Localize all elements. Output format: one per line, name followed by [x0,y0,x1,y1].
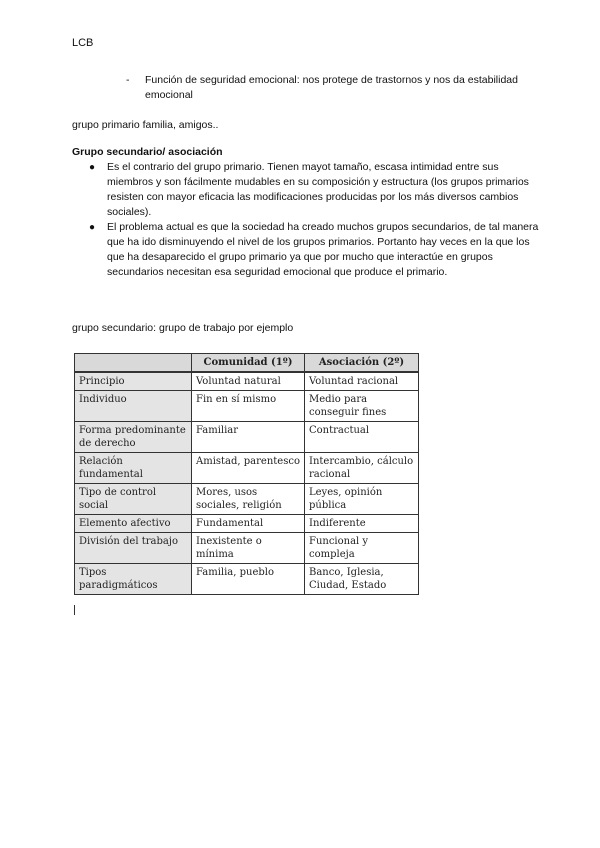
table-row [75,422,419,453]
row-label: Forma predominante de derecho [75,422,192,453]
table-row [75,533,419,564]
table-row [75,515,419,533]
paragraph-primary-group: grupo primario familia, amigos.. [72,119,219,131]
page-header: LCB [72,37,94,49]
dash-marker: - [126,74,130,86]
row-label: Tipo de control social [75,484,192,515]
table-header-corner [75,354,192,373]
cell-comunidad: Amistad, parentesco [192,453,305,484]
table-row [75,453,419,484]
bullet-text: Es el contrario del grupo primario. Tienen mayot tamaño, escasa intimidad entre sus miembros y son fácilmente mudables en su composición y estructura (los grupos primarios resisten con mayor eficacia las modificaciones producidas por los más diversos cambios sociales). [107,161,529,218]
row-label: Principio [75,372,192,391]
table-border-tail [74,605,75,615]
table-header-row [75,354,419,373]
cell-comunidad: Fundamental [192,515,305,533]
table-row [75,372,419,391]
cell-asociacion: Intercambio, cálculo racional [305,453,419,484]
table-header-asociacion: Asociación (2º) [305,354,419,373]
cell-asociacion: Contractual [305,422,419,453]
row-label: Individuo [75,391,192,422]
cell-comunidad: Mores, usos sociales, religión [192,484,305,515]
cell-comunidad: Familia, pueblo [192,564,305,595]
cell-asociacion: Medio para conseguir fines [305,391,419,422]
bullet-icon: ● [89,162,96,173]
row-label: División del trabajo [75,533,192,564]
cell-comunidad: Fin en sí mismo [192,391,305,422]
cell-comunidad: Familiar [192,422,305,453]
cell-asociacion: Funcional y compleja [305,533,419,564]
cell-asociacion: Indiferente [305,515,419,533]
cell-asociacion: Banco, Iglesia, Ciudad, Estado [305,564,419,595]
cell-comunidad: Voluntad natural [192,372,305,391]
bullet-text: El problema actual es que la sociedad ha creado muchos grupos secundarios, de tal manera que ha ido disminuyendo el nivel de los grupos primarios. Portanto hay veces en la que los que ha desaparecido el grupo primario ya que por mucho que interactúe en grupos secundarios necesitan esa seguridad emocional que produce el primario. [107,221,539,278]
paragraph-secondary-group: grupo secundario: grupo de trabajo por ejemplo [72,322,294,334]
row-label: Tipos paradigmáticos [75,564,192,595]
bullet-icon: ● [89,222,96,233]
row-label: Relación fundamental [75,453,192,484]
row-label: Elemento afectivo [75,515,192,533]
table-row [75,391,419,422]
bullet-item [89,220,539,280]
cell-asociacion: Voluntad racional [305,372,419,391]
bullet-item [89,160,539,220]
table-row [75,564,419,595]
bullet-list [89,160,539,280]
dash-list-item [126,73,526,103]
cell-asociacion: Leyes, opinión pública [305,484,419,515]
table-row [75,484,419,515]
dash-item-text: Función de seguridad emocional: nos protege de trastornos y nos da estabilidad emocional [145,74,518,101]
cell-comunidad: Inexistente o mínima [192,533,305,564]
comparison-table [74,353,419,595]
section-heading: Grupo secundario/ asociación [72,146,223,158]
table-header-comunidad: Comunidad (1º) [192,354,305,373]
